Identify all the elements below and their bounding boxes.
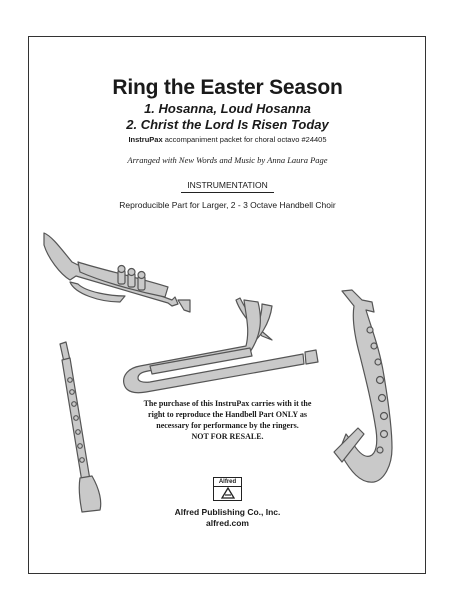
subtitle-2: 2. Christ the Lord Is Risen Today [126,117,329,132]
publisher-website[interactable]: alfred.com [206,518,249,528]
page-title: Ring the Easter Season [112,76,343,99]
notice-line: necessary for performance by the ringers. [156,421,299,430]
clarinet-icon [60,342,101,512]
trombone-icon [124,298,318,393]
trumpet-icon [44,233,190,312]
arranger-credit: Arranged with New Words and Music by Anna Laura Page [127,155,328,165]
notice-line: NOT FOR RESALE. [191,432,264,441]
packet-description: accompaniment packet for choral octavo #24405 [162,135,327,144]
logo-mark-icon [221,487,235,499]
logo-text: Alfred [214,478,241,487]
notice-line: right to reproduce the Handbell Part ONLY as [148,410,307,419]
publisher-name: Alfred Publishing Co., Inc. [174,507,281,517]
reproducible-part: Reproducible Part for Larger, 2 - 3 Octave Handbell Choir [119,200,336,210]
alfred-logo [213,477,242,501]
subtitle-1: 1. Hosanna, Loud Hosanna [144,101,311,116]
purchase-notice [130,398,325,442]
notice-line: The purchase of this InstruPax carries with it the [143,399,312,408]
instrumentation-heading: INSTRUMENTATION [181,180,273,193]
saxophone-icon [334,290,392,482]
packet-brand: InstruPax [128,135,163,144]
